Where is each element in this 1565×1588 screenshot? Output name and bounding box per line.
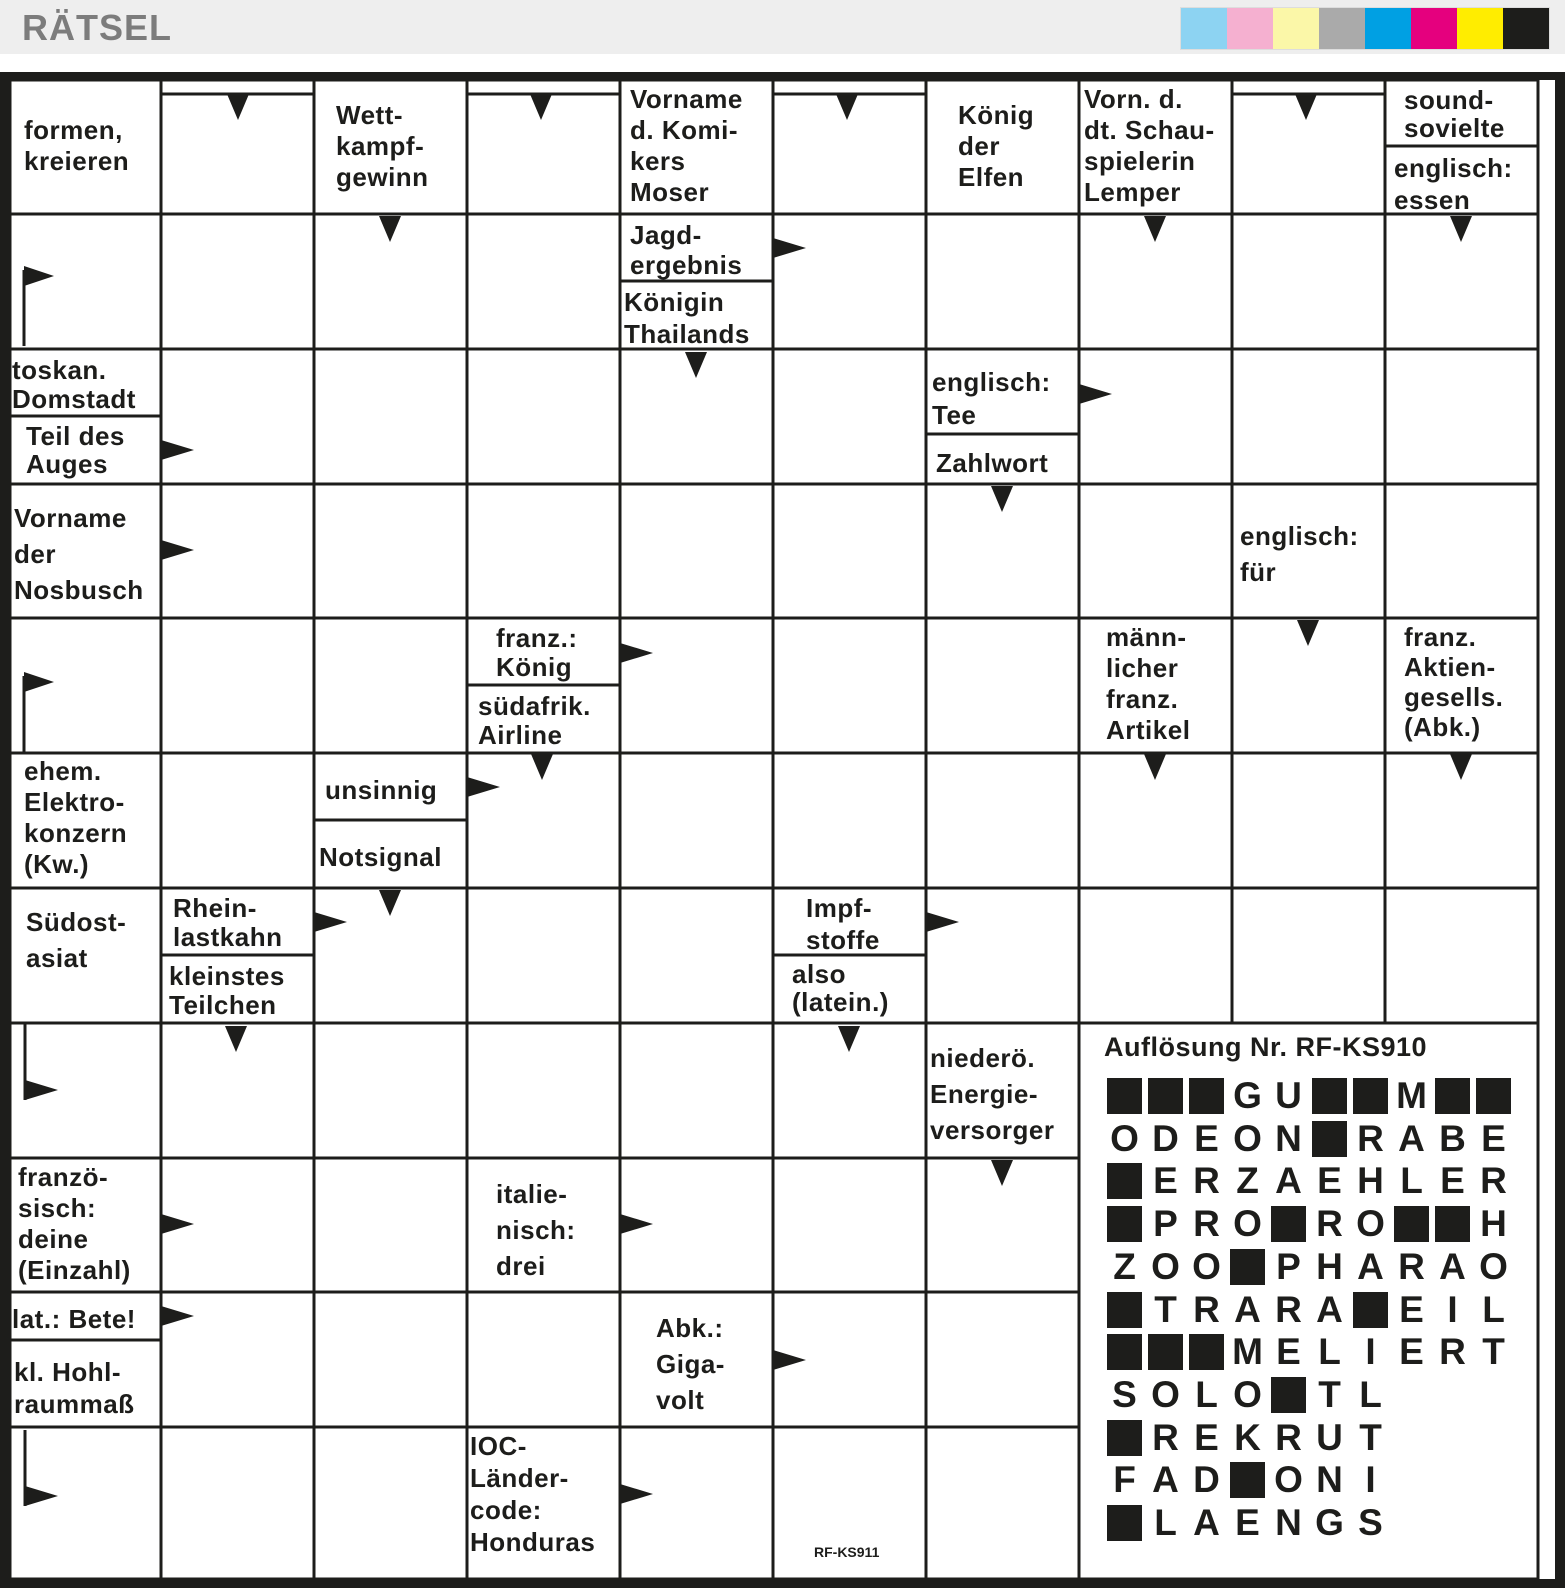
clue-teilchen: kleinstes Teilchen	[169, 961, 285, 1020]
arrow-down	[379, 216, 401, 242]
arrow-down	[991, 486, 1013, 512]
clue-giga: Abk.: Giga- volt	[656, 1313, 725, 1415]
arrow-down	[1297, 620, 1319, 646]
solution-letter: Z	[1236, 1160, 1259, 1202]
solution-letter: T	[1359, 1416, 1382, 1458]
solution-letter: E	[1153, 1160, 1178, 1202]
solution-block	[1107, 1334, 1142, 1370]
solution-letter: R	[1193, 1288, 1220, 1330]
solution-letter: B	[1439, 1117, 1466, 1159]
arrow-down	[836, 94, 858, 120]
clue-deine: franzö- sisch: deine (Einzahl)	[18, 1162, 131, 1285]
crossword-frame	[0, 72, 1565, 1588]
solution-letter: U	[1316, 1416, 1343, 1458]
solution-block	[1107, 1292, 1142, 1328]
solution-row	[1104, 1375, 1391, 1415]
solution-letter: A	[1275, 1160, 1302, 1202]
solution-letter: L	[1154, 1502, 1177, 1543]
solution-row	[1104, 1503, 1391, 1543]
solution-letter: L	[1195, 1373, 1218, 1415]
solution-letter: A	[1439, 1245, 1466, 1287]
arrow-down	[1295, 94, 1317, 120]
swatch-cyan	[1365, 8, 1411, 49]
clue-roi: franz.: König	[496, 623, 578, 682]
solution-row	[1104, 1332, 1514, 1372]
solution-block	[1107, 1420, 1142, 1456]
clue-aktien: franz. Aktien- gesells. (Abk.)	[1404, 622, 1504, 742]
solution-letter: S	[1112, 1373, 1137, 1415]
solution-letter: M	[1396, 1075, 1427, 1116]
clue-drei: italie- nisch: drei	[496, 1179, 576, 1281]
clue-unsinnig: unsinnig	[325, 775, 438, 805]
solution-letter: O	[1151, 1245, 1180, 1287]
clue-lemper: Vorn. d. dt. Schau- spielerin Lemper	[1084, 84, 1215, 207]
solution-block	[1189, 1078, 1224, 1114]
solution-letter: E	[1440, 1160, 1465, 1202]
clue-jagd: Jagd- ergebnis	[630, 220, 743, 280]
arrow-down	[227, 94, 249, 120]
solution-letter: E	[1235, 1502, 1260, 1543]
solution-letter: H	[1357, 1160, 1384, 1202]
solution-letter: E	[1317, 1160, 1342, 1202]
solution-letter: Z	[1113, 1245, 1136, 1287]
solution-letter: N	[1275, 1117, 1302, 1159]
clue-elektro: ehem. Elektro- konzern (Kw.)	[24, 756, 128, 879]
solution-block	[1189, 1334, 1224, 1370]
solution-letter: L	[1318, 1331, 1341, 1373]
arrow-right	[926, 912, 959, 932]
clue-zahlwort: Zahlwort	[936, 448, 1049, 478]
arrow-bent-right	[20, 672, 60, 752]
solution-block	[1353, 1078, 1388, 1114]
solution-letter: A	[1316, 1288, 1343, 1330]
solution-row	[1104, 1247, 1514, 1287]
solution-letter: E	[1276, 1331, 1301, 1373]
header-bar	[0, 0, 1565, 54]
solution-block	[1312, 1078, 1347, 1114]
solution-block	[1312, 1121, 1347, 1157]
clue-suedost: Südost- asiat	[26, 907, 127, 973]
arrow-bent-right	[20, 266, 60, 346]
clue-tee: englisch: Tee	[932, 367, 1051, 430]
solution-letter: R	[1152, 1416, 1179, 1458]
clue-also: also (latein.)	[792, 959, 889, 1017]
clue-wettkampf: Wett- kampf- gewinn	[336, 100, 429, 192]
arrow-down	[530, 94, 552, 120]
arrow-bent-right	[20, 1024, 70, 1104]
arrow-down	[1144, 754, 1166, 780]
clue-essen: englisch: essen	[1394, 153, 1513, 215]
clue-bete: lat.: Bete!	[12, 1304, 136, 1334]
solution-letter: H	[1316, 1245, 1343, 1287]
solution-letter: I	[1365, 1331, 1376, 1373]
solution-letter: R	[1480, 1160, 1507, 1202]
swatch-yellow	[1457, 8, 1503, 49]
swatch-magenta	[1411, 8, 1457, 49]
clue-toskan: toskan. Domstadt	[12, 355, 136, 414]
solution-letter: H	[1480, 1203, 1507, 1245]
arrow-right	[773, 238, 806, 258]
clue-koenig-elfen: König der Elfen	[958, 100, 1035, 192]
arrow-down	[991, 1160, 1013, 1186]
arrow-right	[161, 1306, 194, 1326]
solution-letter: S	[1358, 1502, 1383, 1543]
arrow-down	[1450, 216, 1472, 242]
solution-letter: E	[1194, 1117, 1219, 1159]
solution-letter: R	[1275, 1288, 1302, 1330]
solution-letter: F	[1113, 1459, 1136, 1501]
page-title: RÄTSEL	[22, 7, 172, 48]
solution-block	[1107, 1206, 1142, 1242]
solution-letter: O	[1479, 1245, 1508, 1287]
solution-block	[1148, 1078, 1183, 1114]
clue-impf: Impf- stoffe	[806, 893, 880, 955]
solution-row	[1104, 1290, 1514, 1330]
solution-row	[1104, 1460, 1391, 1500]
clue-hohlraum: kl. Hohl- raummaß	[14, 1357, 135, 1419]
clue-fuer: englisch: für	[1240, 521, 1359, 587]
swatch-light-yellow	[1273, 8, 1319, 49]
solution-letter: O	[1151, 1373, 1180, 1415]
solution-letter: R	[1275, 1416, 1302, 1458]
solution-letter: A	[1398, 1117, 1425, 1159]
solution-block	[1435, 1206, 1470, 1242]
swatch-light-magenta	[1227, 8, 1273, 49]
solution-block	[1148, 1334, 1183, 1370]
arrow-down	[1144, 216, 1166, 242]
solution-letter: P	[1153, 1203, 1178, 1245]
clue-auge: Teil des Auges	[26, 421, 125, 479]
solution-letter: R	[1357, 1117, 1384, 1159]
clue-rhein: Rhein- lastkahn	[173, 893, 283, 952]
arrow-right	[467, 777, 500, 797]
arrow-down	[1450, 754, 1472, 780]
solution-letter: O	[1192, 1245, 1221, 1287]
solution-letter: R	[1439, 1331, 1466, 1373]
clue-thailand: Königin Thailands	[624, 287, 750, 349]
solution-block	[1230, 1249, 1265, 1285]
arrow-down	[531, 754, 553, 780]
arrow-down	[838, 1026, 860, 1052]
arrow-right	[620, 1214, 653, 1234]
solution-letter: E	[1481, 1117, 1506, 1159]
puzzle-code: RF-KS911	[814, 1544, 880, 1560]
solution-row	[1104, 1119, 1514, 1159]
solution-letter: N	[1316, 1459, 1343, 1501]
clue-energie: niederö. Energie- versorger	[930, 1043, 1055, 1145]
solution-letter: U	[1275, 1075, 1302, 1116]
solution-letter: T	[1482, 1331, 1505, 1373]
solution-letter: R	[1193, 1160, 1220, 1202]
clue-artikel: männ- licher franz. Artikel	[1106, 622, 1191, 745]
solution-letter: A	[1152, 1459, 1179, 1501]
solution-letter: K	[1234, 1416, 1261, 1458]
solution-letter: L	[1400, 1160, 1423, 1202]
arrow-down	[225, 1026, 247, 1052]
solution-block	[1107, 1505, 1142, 1541]
solution-letter: I	[1365, 1459, 1376, 1501]
solution-letter: T	[1318, 1373, 1341, 1415]
solution-block	[1394, 1206, 1429, 1242]
solution-letter: D	[1152, 1117, 1179, 1159]
solution-row	[1104, 1161, 1514, 1201]
solution-letter: A	[1357, 1245, 1384, 1287]
solution-row	[1104, 1076, 1514, 1116]
clue-airline: südafrik. Airline	[478, 691, 591, 750]
solution-letter: R	[1316, 1203, 1343, 1245]
solution-letter: G	[1233, 1075, 1262, 1116]
crossword-grid	[10, 80, 1555, 1579]
solution-block	[1271, 1377, 1306, 1413]
solution-letter: R	[1398, 1245, 1425, 1287]
arrow-right	[314, 912, 347, 932]
solution-letter: O	[1110, 1117, 1139, 1159]
solution-letter: R	[1193, 1203, 1220, 1245]
solution-letter: T	[1154, 1288, 1177, 1330]
swatch-grey	[1319, 8, 1365, 49]
solution-letter: E	[1399, 1331, 1424, 1373]
clue-vorname-komikers: Vorname d. Komi- kers Moser	[630, 84, 743, 207]
solution-title: Auflösung Nr. RF-KS910	[1104, 1032, 1428, 1062]
arrow-right	[1079, 384, 1112, 404]
color-calibration-strip	[1180, 7, 1550, 50]
solution-row	[1104, 1204, 1514, 1244]
solution-letter: O	[1356, 1203, 1385, 1245]
solution-letter: A	[1193, 1502, 1220, 1543]
arrow-bent-right	[20, 1430, 70, 1510]
solution-letter: O	[1233, 1373, 1262, 1415]
solution-block	[1107, 1078, 1142, 1114]
arrow-right	[773, 1350, 806, 1370]
solution-block	[1230, 1462, 1265, 1498]
arrow-right	[620, 1484, 653, 1504]
solution-block	[1107, 1163, 1142, 1199]
solution-letter: O	[1233, 1117, 1262, 1159]
clue-ioc: IOC- Länder- code: Honduras	[470, 1431, 596, 1557]
clue-notsignal: Notsignal	[319, 842, 442, 872]
solution-block	[1271, 1206, 1306, 1242]
swatch-light-cyan	[1181, 8, 1227, 49]
clue-formen: formen, kreieren	[24, 115, 130, 176]
solution-row	[1104, 1418, 1391, 1458]
arrow-right	[161, 1214, 194, 1234]
arrow-down	[685, 352, 707, 378]
solution-letter: A	[1234, 1288, 1261, 1330]
solution-letter: P	[1276, 1245, 1301, 1287]
swatch-black	[1503, 8, 1549, 49]
arrow-right	[161, 540, 194, 560]
solution-letter: L	[1482, 1288, 1505, 1330]
solution-letter: G	[1315, 1502, 1344, 1543]
solution-letter: I	[1447, 1288, 1458, 1330]
solution-block	[1353, 1292, 1388, 1328]
solution-block	[1476, 1078, 1511, 1114]
solution-block	[1435, 1078, 1470, 1114]
solution-letter: D	[1193, 1459, 1220, 1501]
solution-letter: E	[1399, 1288, 1424, 1330]
arrow-right	[620, 643, 653, 663]
solution-letter: L	[1359, 1373, 1382, 1415]
solution-letter: O	[1233, 1203, 1262, 1245]
arrow-down	[379, 890, 401, 916]
clue-nosbusch: Vorname der Nosbusch	[14, 503, 144, 605]
solution-letter: N	[1275, 1502, 1302, 1543]
solution-letter: E	[1194, 1416, 1219, 1458]
solution-letter: O	[1274, 1459, 1303, 1501]
arrow-right	[161, 440, 194, 460]
solution-letter: M	[1232, 1331, 1263, 1373]
clue-sound: sound- sovielte	[1404, 85, 1505, 143]
